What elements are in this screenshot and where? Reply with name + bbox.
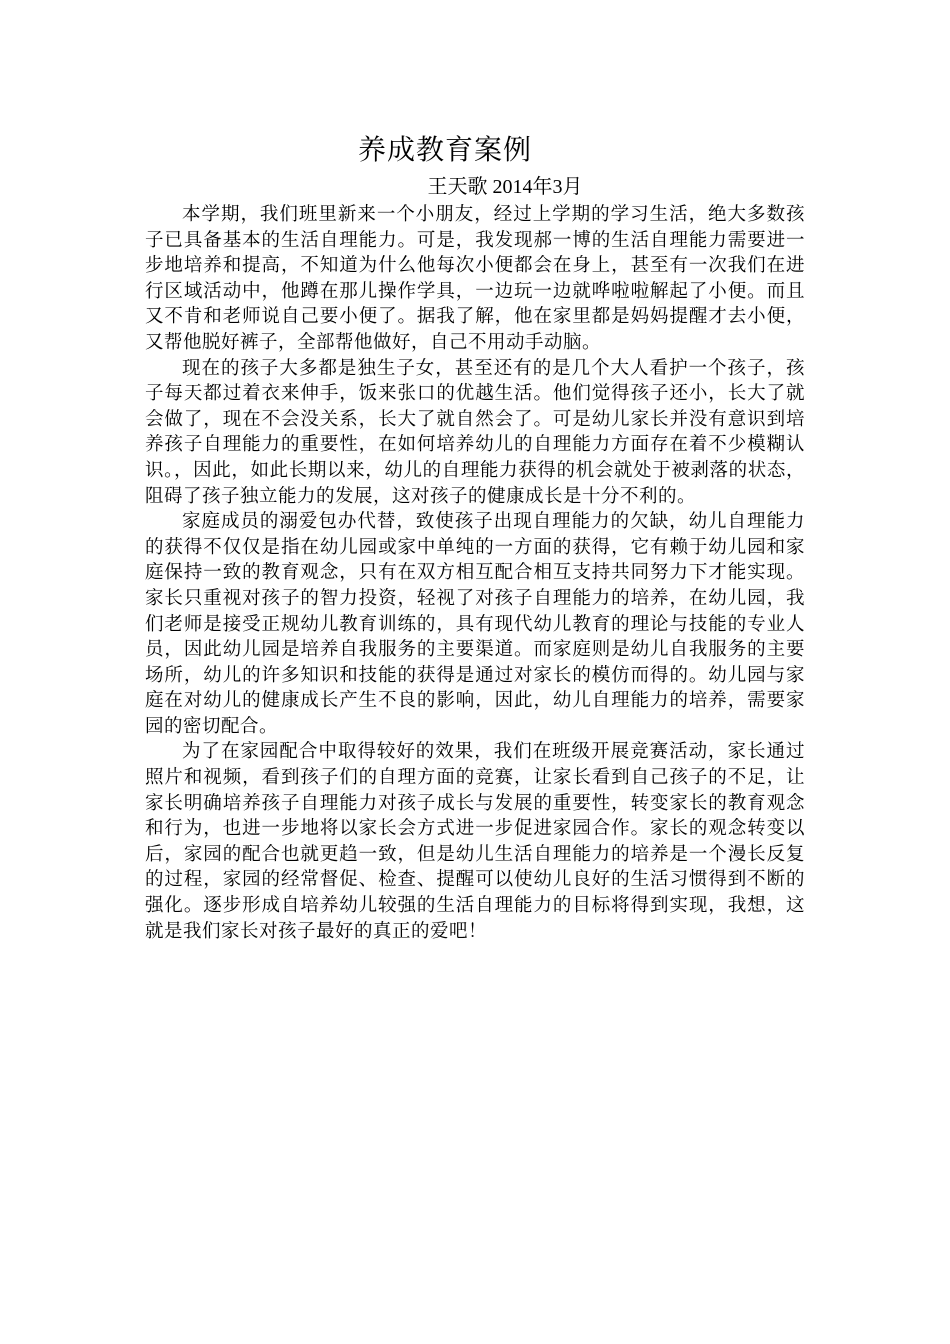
paragraph-2: 现在的孩子大多都是独生子女，甚至还有的是几个大人看护一个孩子，孩子每天都过着衣来伸手，饭来张口的优越生活。他们觉得孩子还小，长大了就会做了，现在不会没关系，长大了就自然会了。可是幼儿家长并没有意识到培养孩子自理能力的重要性，在如何培养幼儿的自理能力方面存在着不少模糊认识。，因此，如此长期以来，幼儿的自理能力获得的机会就处于被剥落的状态，阻碍了孩子独立能力的发展，这对孩子的健康成长是十分不利的。	[145, 357, 805, 507]
document-body	[145, 202, 805, 944]
author-date-line: 王天歌 2014年3月	[427, 176, 583, 198]
paragraph-4: 为了在家园配合中取得较好的效果，我们在班级开展竞赛活动，家长通过照片和视频，看到孩子们的自理方面的竞赛，让家长看到自己孩子的不足，让家长明确培养孩子自理能力对孩子成长与发展的重要性，转变家长的教育观念和行为，也进一步地将以家长会方式进一步促进家园合作。家长的观念转变以后，家园的配合也就更趋一致，但是幼儿生活自理能力的培养是一个漫长反复的过程，家园的经常督促、检查、提醒可以使幼儿良好的生活习惯得到不断的强化。逐步形成自培养幼儿较强的生活自理能力的目标将得到实现，我想，这就是我们家长对孩子最好的真正的爱吧！	[145, 741, 805, 942]
document-title: 养成教育案例	[357, 133, 532, 166]
paragraph-3: 家庭成员的溺爱包办代替，致使孩子出现自理能力的欠缺，幼儿自理能力的获得不仅仅是指在幼儿园或家中单纯的一方面的获得，它有赖于幼儿园和家庭保持一致的教育观念，只有在双方相互配合相互支持共同努力下才能实现。家长只重视对孩子的智力投资，轻视了对孩子自理能力的培养，在幼儿园，我们老师是接受正规幼儿教育训练的，具有现代幼儿教育的理论与技能的专业人员，因此幼儿园是培养自我服务的主要渠道。而家庭则是幼儿自我服务的主要场所，幼儿的许多知识和技能的获得是通过对家长的模仿而得的。幼儿园与家庭在对幼儿的健康成长产生不良的影响，因此，幼儿自理能力的培养，需要家园的密切配合。	[145, 511, 805, 737]
paragraph-1: 本学期，我们班里新来一个小朋友，经过上学期的学习生活，绝大多数孩子已具备基本的生活自理能力。可是，我发现郝一博的生活自理能力需要进一步地培养和提高，不知道为什么他每次小便都会在身上，甚至有一次我们在进行区域活动中，他蹲在那儿操作学具，一边玩一边就哗啦啦解起了小便。而且又不肯和老师说自己要小便了。据我了解，他在家里都是妈妈提醒才去小便，又帮他脱好裤子，全部帮他做好，自己不用动手动脑。	[145, 204, 805, 353]
